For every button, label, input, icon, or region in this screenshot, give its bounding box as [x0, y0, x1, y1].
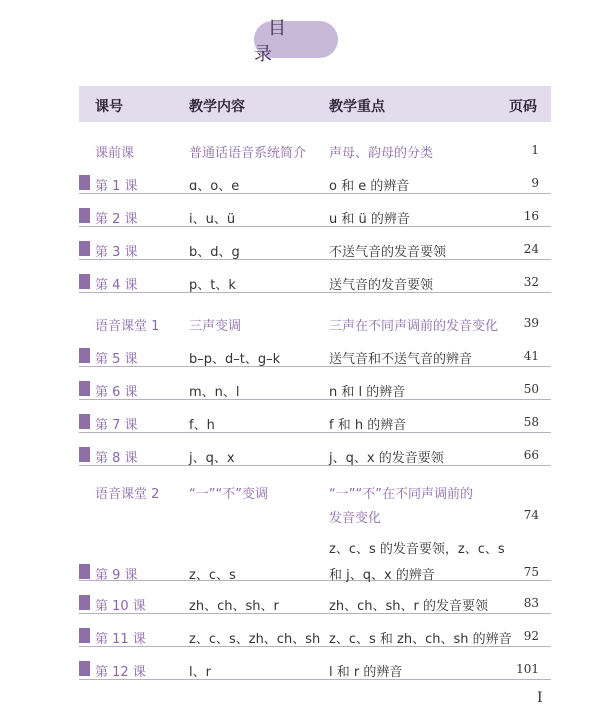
row-lesson: 第 10 课 — [95, 599, 146, 614]
row-page: 74 — [523, 508, 539, 522]
toc-row — [79, 313, 551, 333]
header-focus: 教学重点 — [329, 99, 385, 115]
row-lesson: 第 8 课 — [95, 451, 138, 466]
lesson-marker — [79, 241, 90, 256]
row-content: zh、ch、sh、r — [189, 599, 279, 614]
row-content: j、q、x — [189, 451, 235, 466]
row-content: b–p、d–t、g–k — [189, 352, 281, 367]
row-page: 92 — [523, 629, 539, 643]
row-content: z、c、s — [189, 568, 236, 583]
row-lesson: 第 3 课 — [95, 245, 138, 260]
row-page: 83 — [523, 596, 539, 610]
row-lesson: 第 5 课 — [95, 352, 138, 367]
row-page: 9 — [531, 176, 539, 190]
row-page: 16 — [523, 209, 539, 223]
row-focus: 送气音和不送气音的辨音 — [329, 352, 473, 367]
lesson-marker — [79, 381, 90, 396]
toc-row — [79, 206, 551, 227]
row-content: “一”“不”变调 — [189, 487, 268, 502]
row-lesson: 语音课堂 2 — [95, 487, 160, 502]
row-content: 普通话语音系统简介 — [189, 146, 307, 161]
row-page: 75 — [523, 565, 539, 579]
row-page: 1 — [531, 143, 539, 157]
row-lesson: 课前课 — [95, 146, 135, 161]
row-focus: “一”“不”在不同声调前的 — [329, 487, 473, 502]
toc-row — [79, 626, 551, 647]
lesson-marker — [79, 414, 90, 429]
lesson-marker — [79, 661, 90, 676]
lesson-marker — [79, 175, 90, 190]
row-focus-line2: 发音变化 — [329, 511, 382, 526]
header-content: 教学内容 — [189, 99, 245, 115]
row-page: 24 — [523, 242, 539, 256]
row-focus: l 和 r 的辨音 — [329, 665, 403, 680]
row-content: l、r — [189, 665, 211, 680]
row-focus: u 和 ü 的辨音 — [329, 212, 410, 227]
row-content: z、c、s、zh、ch、sh — [189, 632, 321, 647]
row-page: 39 — [523, 316, 539, 330]
row-content: 三声变调 — [189, 319, 242, 334]
row-page: 50 — [523, 382, 539, 396]
toc-row — [79, 239, 551, 260]
toc-title: 目 录 — [254, 21, 338, 58]
toc-row — [79, 140, 551, 160]
row-page: 66 — [523, 448, 539, 462]
row-focus: o 和 e 的辨音 — [329, 179, 410, 194]
row-lesson: 第 12 课 — [95, 665, 146, 680]
header-lesson: 课号 — [95, 99, 123, 115]
row-focus: j、q、x 的发音要领 — [329, 451, 444, 466]
row-focus: z、c、s 和 zh、ch、sh 的辨音 — [329, 632, 512, 647]
row-page: 101 — [516, 662, 539, 676]
row-content: ɑ、o、e — [189, 179, 240, 194]
lesson-marker — [79, 208, 90, 223]
row-lesson: 第 7 课 — [95, 418, 138, 433]
lesson-marker — [79, 447, 90, 462]
row-lesson: 第 2 课 — [95, 212, 138, 227]
row-page: 41 — [523, 349, 539, 363]
row-focus: zh、ch、sh、r 的发音要领 — [329, 599, 488, 614]
row-focus: 声母、韵母的分类 — [329, 146, 434, 161]
row-content: m、n、l — [189, 385, 240, 400]
header-page: 页码 — [509, 99, 537, 115]
row-page: 58 — [523, 415, 539, 429]
row-focus: z、c、s 的发音要领，z、c、s — [329, 542, 505, 557]
lesson-marker — [79, 564, 90, 579]
row-lesson: 第 4 课 — [95, 278, 138, 293]
toc-row — [79, 445, 551, 466]
row-content: b、d、g — [189, 245, 240, 260]
toc-row — [79, 538, 551, 581]
toc-row — [79, 346, 551, 367]
row-lesson: 第 9 课 — [95, 568, 138, 583]
row-focus-line2: 和 j、q、x 的辨音 — [329, 568, 435, 583]
row-focus: 不送气音的发音要领 — [329, 245, 447, 260]
row-page: 32 — [523, 275, 539, 289]
toc-row — [79, 272, 551, 293]
row-focus: f 和 h 的辨音 — [329, 418, 407, 433]
row-focus: 三声在不同声调前的发音变化 — [329, 319, 499, 334]
lesson-marker — [79, 348, 90, 363]
toc-row — [79, 483, 551, 526]
row-content: p、t、k — [189, 278, 236, 293]
row-content: f、h — [189, 418, 215, 433]
lesson-marker — [79, 595, 90, 610]
toc-row — [79, 412, 551, 433]
row-focus: n 和 l 的辨音 — [329, 385, 406, 400]
row-lesson: 语音课堂 1 — [95, 319, 160, 334]
row-lesson: 第 11 课 — [95, 632, 146, 647]
row-lesson: 第 1 课 — [95, 179, 138, 194]
toc-row — [79, 593, 551, 614]
toc-row — [79, 173, 551, 194]
lesson-marker — [79, 628, 90, 643]
row-content: i、u、ü — [189, 212, 236, 227]
row-focus: 送气音的发音要领 — [329, 278, 434, 293]
toc-row — [79, 659, 551, 680]
lesson-marker — [79, 274, 90, 289]
page-number: I — [537, 690, 543, 706]
toc-header — [79, 86, 551, 122]
row-lesson: 第 6 课 — [95, 385, 138, 400]
toc-row — [79, 379, 551, 400]
